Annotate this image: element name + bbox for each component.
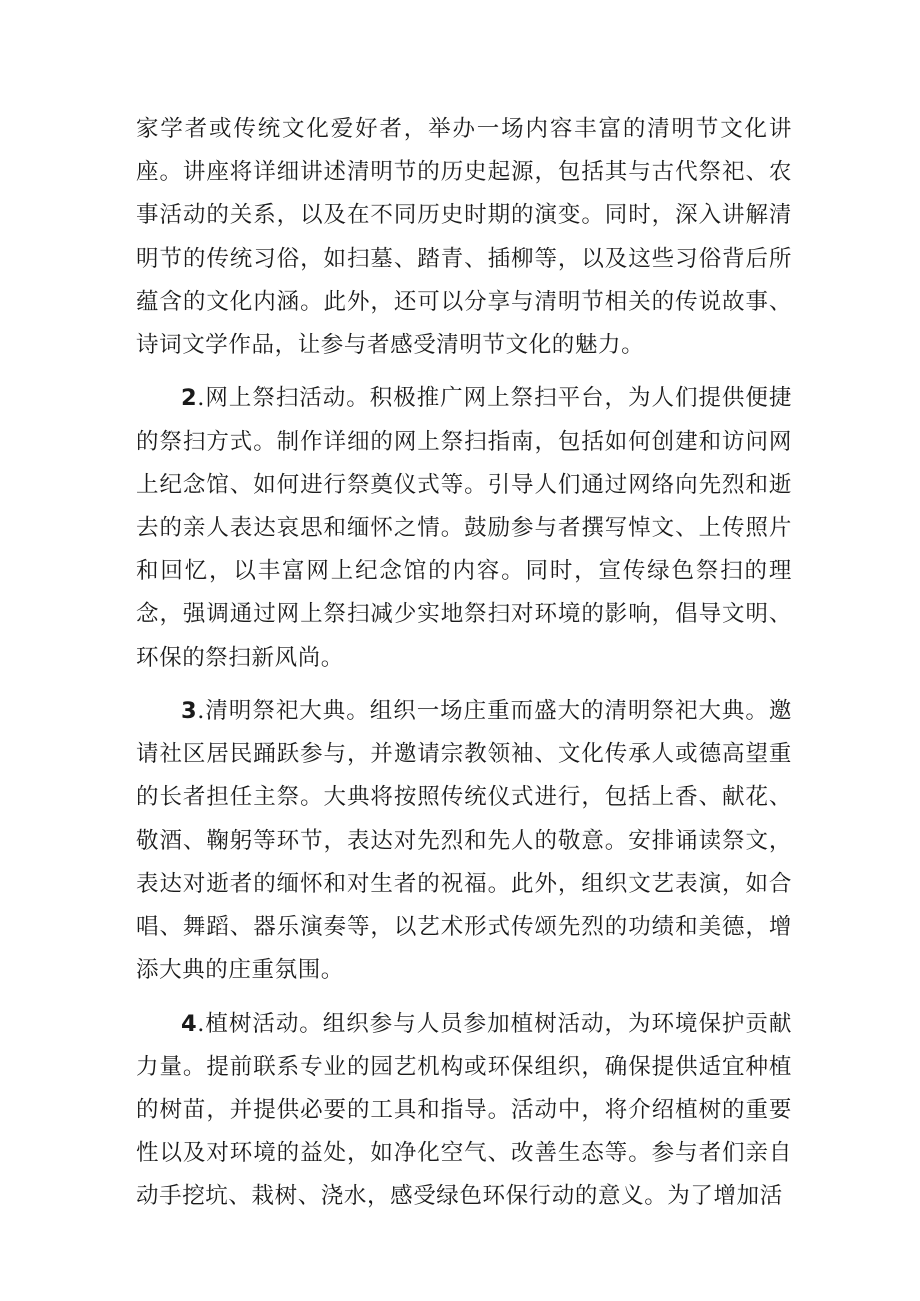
paragraph-1-text: 家学者或传统文化爱好者，举办一场内容丰富的清明节文化讲座。讲座将详细讲述清明节的历史起源，包括其与古代祭祀、农事活动的关系，以及在不同历史时期的演变。同时，深入讲解清明节的传统习俗，如扫墓、踏青、插柳等，以及这些习俗背后所蕴含的文化内涵。此外，还可以分享与清明节相关的传说故事、诗词文学作品，让参与者感受清明节文化的魅力。 <box>136 116 792 359</box>
paragraph-2-text: .网上祭扫活动。积极推广网上祭扫平台，为人们提供便捷的祭扫方式。制作详细的网上祭扫指南，包括如何创建和访问网上纪念馆、如何进行祭奠仪式等。引导人们通过网络向先烈和逝去的亲人表达哀思和缅怀之情。鼓励参与者撰写悼文、上传照片和回忆，以丰富网上纪念馆的内容。同时，宣传绿色祭扫的理念，强调通过网上祭扫减少实地祭扫对环境的影响，倡导文明、环保的祭扫新风尚。 <box>136 385 792 671</box>
paragraph-3-number: 3 <box>181 698 198 725</box>
paragraph-4-number: 4 <box>181 1010 198 1037</box>
paragraph-4 <box>136 1003 792 1219</box>
paragraph-2 <box>136 377 792 679</box>
paragraph-1 <box>136 108 792 367</box>
paragraph-2-number: 2 <box>181 385 198 412</box>
document-body <box>136 108 792 1229</box>
paragraph-3 <box>136 690 792 992</box>
paragraph-4-text: .植树活动。组织参与人员参加植树活动，为环境保护贡献力量。提前联系专业的园艺机构或环保组织，确保提供适宜种植的树苗，并提供必要的工具和指导。活动中，将介绍植树的重要性以及对环境的益处，如净化空气、改善生态等。参与者们亲自动手挖坑、栽树、浇水，感受绿色环保行动的意义。为了增加活 <box>136 1010 792 1210</box>
paragraph-3-text: .清明祭祀大典。组织一场庄重而盛大的清明祭祀大典。邀请社区居民踊跃参与，并邀请宗教领袖、文化传承人或德高望重的长者担任主祭。大典将按照传统仪式进行，包括上香、献花、敬酒、鞠躬等环节，表达对先烈和先人的敬意。安排诵读祭文，表达对逝者的缅怀和对生者的祝福。此外，组织文艺表演，如合唱、舞蹈、器乐演奏等，以艺术形式传颂先烈的功绩和美德，增添大典的庄重氛围。 <box>136 698 792 984</box>
